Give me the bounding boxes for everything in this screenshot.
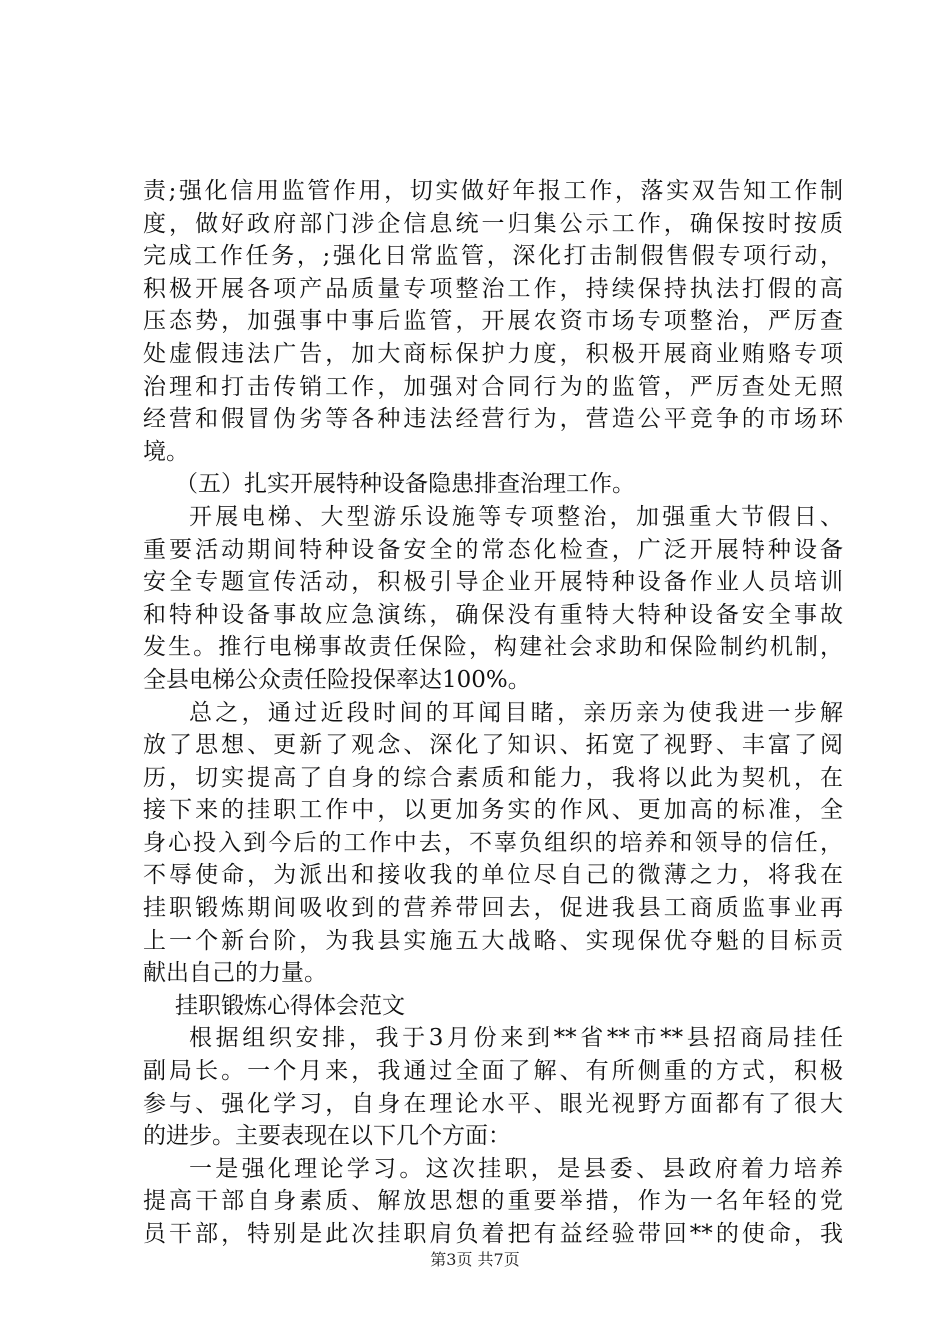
text-line: 开展电梯、大型游乐设施等专项整治，加强重大节假日、	[189, 503, 843, 530]
text-line: 参与、强化学习，自身在理论水平、眼光视野方面都有了很大	[143, 1090, 843, 1117]
text-line: 一是强化理论学习。这次挂职，是县委、县政府着力培养	[189, 1155, 843, 1182]
text-line: 安全专题宣传活动，积极引导企业开展特种设备作业人员培训	[143, 569, 843, 596]
text-line: 度，做好政府部门涉企信息统一归集公示工作，确保按时按质	[143, 210, 843, 237]
text-line: 经营和假冒伪劣等各种违法经营行为，营造公平竞争的市场环	[143, 406, 843, 433]
text-line: 发生。推行电梯事故责任保险，构建社会求助和保险制约机制，	[143, 634, 843, 661]
text-line: 重要活动期间特种设备安全的常态化检查，广泛开展特种设备	[143, 536, 843, 563]
text-line: 放了思想、更新了观念、深化了知识、拓宽了视野、丰富了阅	[143, 732, 843, 759]
text-line: 身心投入到今后的工作中去，不辜负组织的培养和领导的信任，	[143, 829, 843, 856]
text-line: 员干部，特别是此次挂职肩负着把有益经验带回**的使命，我	[143, 1221, 843, 1247]
document-body	[143, 175, 843, 1251]
text-line: 责;强化信用监管作用，切实做好年报工作，落实双告知工作制	[143, 178, 843, 204]
text-line: 境。	[143, 438, 189, 465]
page-footer: 第3页 共7页	[430, 1250, 520, 1269]
text-line: 挂职锻炼期间吸收到的营养带回去，促进我县工商质监事业再	[143, 895, 843, 922]
text-line: 和特种设备事故应急演练，确保没有重特大特种设备安全事故	[143, 601, 843, 628]
text-line: 挂职锻炼心得体会范文	[175, 992, 405, 1019]
text-line: 完成工作任务，;强化日常监管，深化打击制假售假专项行动，	[143, 243, 843, 270]
text-line: 全县电梯公众责任险投保率达100%。	[143, 666, 531, 693]
text-line: 上一个新台阶，为我县实施五大战略、实现保优夺魁的目标贡	[143, 927, 843, 954]
text-line: 的进步。主要表现在以下几个方面：	[143, 1123, 511, 1150]
text-line: 接下来的挂职工作中，以更加务实的作风、更加高的标准，全	[143, 797, 843, 824]
text-line: 治理和打击传销工作，加强对合同行为的监管，严厉查处无照	[143, 373, 843, 400]
text-line: 历，切实提高了自身的综合素质和能力，我将以此为契机，在	[143, 764, 843, 791]
text-line: 总之，通过近段时间的耳闻目睹，亲历亲为使我进一步解	[189, 699, 843, 726]
text-line: （五）扎实开展特种设备隐患排查治理工作。	[175, 471, 635, 498]
text-line: 积极开展各项产品质量专项整治工作，持续保持执法打假的高	[143, 275, 843, 302]
text-line: 不辱使命，为派出和接收我的单位尽自己的微薄之力，将我在	[143, 862, 843, 889]
text-line: 副局长。一个月来，我通过全面了解、有所侧重的方式，积极	[143, 1058, 843, 1085]
text-line: 根据组织安排，我于3月份来到**省**市**县招商局挂任	[189, 1025, 843, 1052]
text-line: 献出自己的力量。	[143, 960, 327, 987]
text-line: 提高干部自身素质、解放思想的重要举措，作为一名年轻的党	[143, 1188, 843, 1215]
text-line: 处虚假违法广告，加大商标保护力度，积极开展商业贿赂专项	[143, 340, 843, 367]
text-line: 压态势，加强事中事后监管，开展农资市场专项整治，严厉查	[143, 308, 843, 335]
